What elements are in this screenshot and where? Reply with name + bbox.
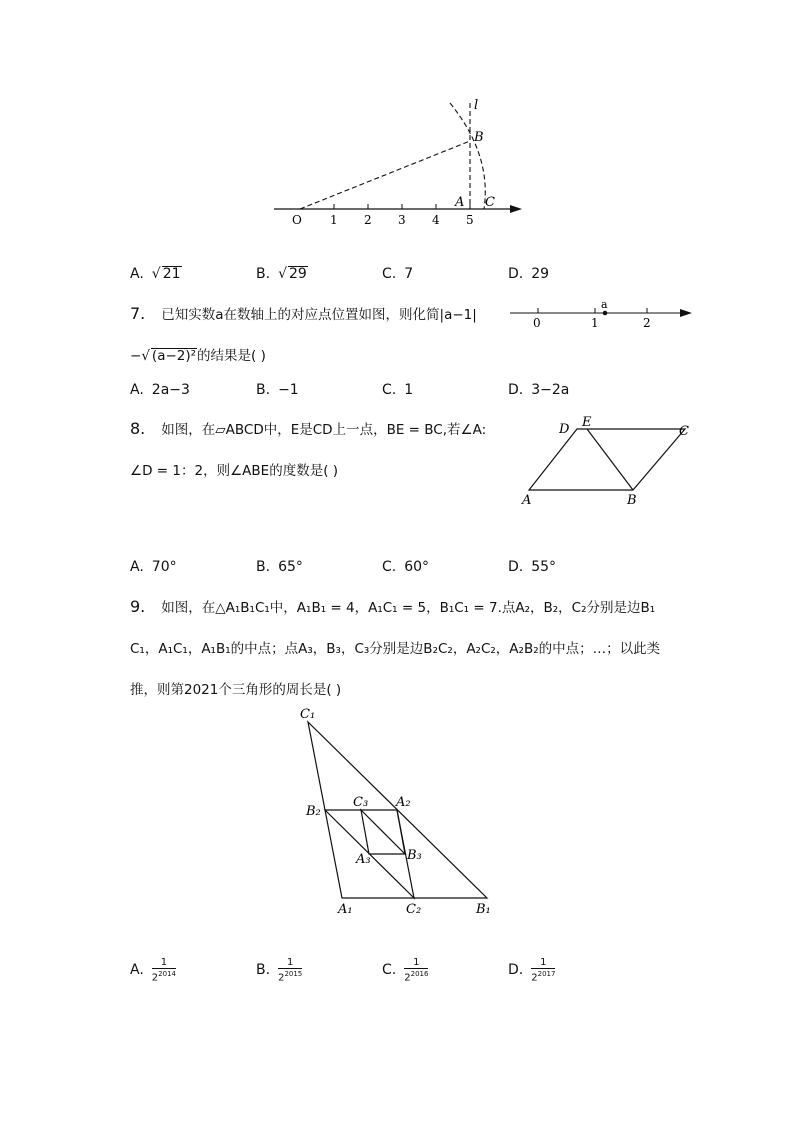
- fig6-label-C: C: [485, 195, 495, 210]
- q6-option-d[interactable]: D. 29: [508, 266, 550, 282]
- q9-option-b[interactable]: B. $\frac{1}{2^{2015}}$: [256, 957, 303, 984]
- q9-label-B2: B₂: [306, 804, 321, 819]
- q9-option-c[interactable]: C. $\frac{1}{2^{2016}}$: [382, 957, 429, 984]
- q9-label-A3: A₃: [356, 852, 371, 867]
- q8-label-C: C: [679, 424, 689, 439]
- q8-option-d[interactable]: D. 55°: [508, 559, 557, 575]
- q7-option-d[interactable]: D. 3−2a: [508, 382, 570, 398]
- q9-option-a[interactable]: A. $\frac{1}{2^{2014}}$: [130, 957, 176, 984]
- q8-number: 8.: [130, 419, 146, 438]
- q7-numberline-point-a: a: [601, 298, 608, 311]
- q9-label-B1: B₁: [476, 902, 491, 917]
- fig6-tick-2: 2: [364, 213, 372, 227]
- q9-triangle-figure: [290, 700, 510, 922]
- fig6-tick-1: 1: [330, 213, 338, 227]
- q6-option-b[interactable]: B. √ 29: [256, 266, 307, 282]
- q7-numberline-tick-2: 2: [643, 316, 651, 330]
- fig6-label-A: A: [455, 195, 465, 210]
- q7-stem-line1: 7. 已知实数a在数轴上的对应点位置如图，则化简|a−1|: [130, 304, 477, 323]
- q9-label-C1: C₁: [300, 707, 316, 722]
- q9-option-d[interactable]: D. $\frac{1}{2^{2017}}$: [508, 957, 556, 984]
- fig6-tick-5: 5: [466, 213, 474, 227]
- fig6-tick-3: 3: [398, 213, 406, 227]
- q9-stem-line3: 推，则第2021个三角形的周长是( ): [130, 682, 342, 698]
- q8-option-b[interactable]: B. 65°: [256, 559, 303, 575]
- q6-option-a[interactable]: A. √ 21: [130, 266, 181, 282]
- q6-figure: [260, 95, 540, 235]
- q9-label-C2: C₂: [406, 902, 422, 917]
- q8-stem-line2: ∠D = 1：2，则∠ABE的度数是( ): [130, 463, 339, 479]
- q7-numberline-tick-0: 0: [533, 316, 541, 330]
- q8-parallelogram-figure: [515, 412, 705, 510]
- q7-option-c[interactable]: C. 1: [382, 382, 414, 398]
- q7-numberline-tick-1: 1: [591, 316, 599, 330]
- q9-label-A2: A₂: [396, 795, 411, 810]
- q8-option-c[interactable]: C. 60°: [382, 559, 430, 575]
- fig6-tick-0: O: [292, 213, 302, 227]
- q7-numberline: [505, 298, 700, 332]
- q9-stem-line1: 9. 如图，在△A₁B₁C₁中，A₁B₁ = 4，A₁C₁ = 5，B₁C₁ = 7.点A₂，B₂，C₂分别是边B₁: [130, 597, 656, 616]
- q9-label-B3: B₃: [407, 848, 422, 863]
- q8-label-E: E: [582, 415, 592, 430]
- q9-stem-line2: C₁，A₁C₁，A₁B₁的中点；点A₃，B₃，C₃分别是边B₂C₂，A₂C₂，A₂B₂的中点；…；以此类: [130, 641, 661, 657]
- fig6-tick-4: 4: [432, 213, 440, 227]
- fig6-label-B: B: [474, 130, 484, 145]
- q8-label-D: D: [559, 422, 570, 437]
- q9-number: 9.: [130, 597, 146, 616]
- q7-option-a[interactable]: A. 2a−3: [130, 382, 190, 398]
- fig6-label-l: l: [474, 98, 479, 113]
- q7-option-b[interactable]: B. −1: [256, 382, 299, 398]
- q7-stem-line2: −√ (a−2)²的结果是( ): [130, 348, 266, 364]
- q6-option-c[interactable]: C. 7: [382, 266, 414, 282]
- q8-stem-line1: 8. 如图，在▱ABCD中，E是CD上一点，BE = BC,若∠A:: [130, 419, 487, 438]
- q7-number: 7.: [130, 304, 146, 323]
- q8-option-a[interactable]: A. 70°: [130, 559, 177, 575]
- q9-label-C3: C₃: [353, 795, 369, 810]
- q8-label-A: A: [522, 493, 532, 508]
- q9-label-A1: A₁: [338, 902, 353, 917]
- q8-label-B: B: [627, 493, 637, 508]
